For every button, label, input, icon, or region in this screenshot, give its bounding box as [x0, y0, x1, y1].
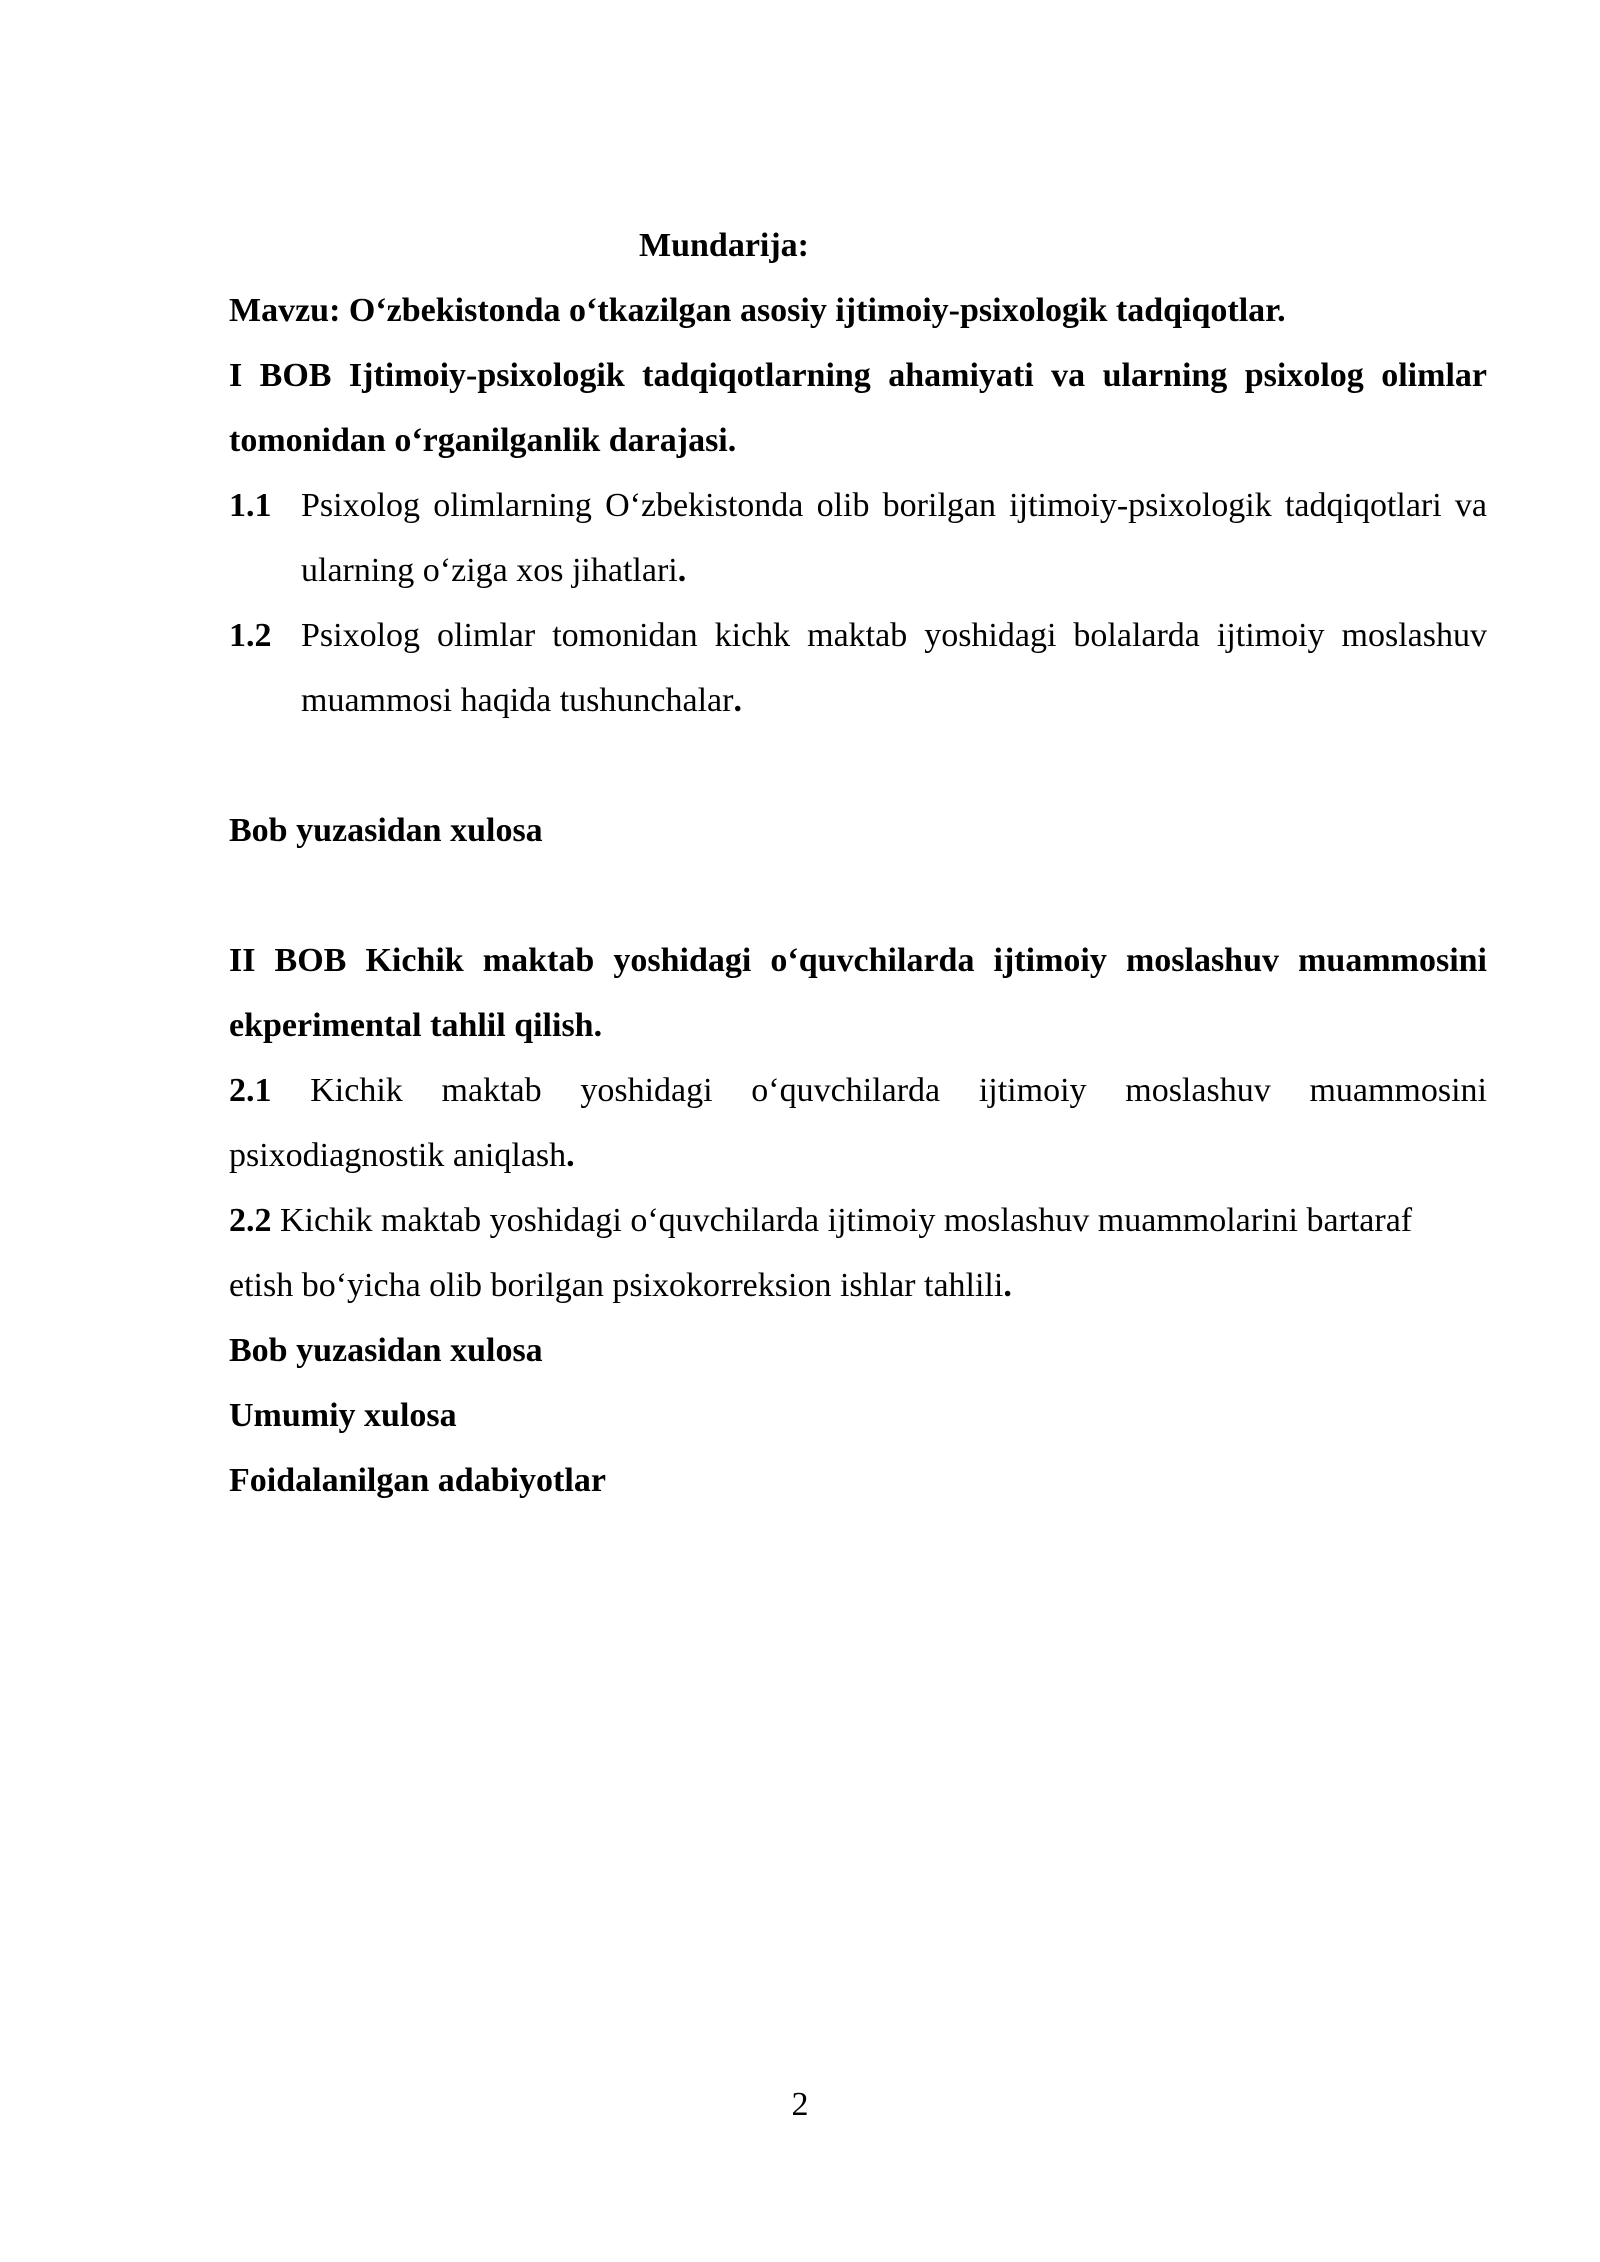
section-number: 1.2 [229, 617, 272, 654]
toc-entry-2-2: 2.2 Kichik maktab yoshidagi o‘quvchilarda ijtimoiy moslashuv muammolarini bartaraf etish bo‘yicha olib borilgan psixokorreksion ishlar tahlili. [229, 1202, 1413, 1304]
general-conclusion: Umumiy xulosa [229, 1397, 457, 1434]
chapter2-conclusion: Bob yuzasidan xulosa [229, 1332, 543, 1369]
chapter2-heading: II BOB Kichik maktab yoshidagi o‘quvchilarda ijtimoiy moslashuv muammosini ekperimental tahlil qilish. [229, 942, 1487, 1044]
references: Foidalanilgan adabiyotlar [229, 1462, 606, 1499]
toc-entry-2-1: 2.1 Kichik maktab yoshidagi o‘quvchilarda ijtimoiy moslashuv muammosini psixodiagnostik aniqlash. [229, 1072, 1487, 1174]
spacer [229, 863, 1487, 928]
toc-entry-1-1 [229, 473, 1487, 603]
page-number: 2 [791, 2086, 809, 2123]
section-title: Kichik maktab yoshidagi o‘quvchilarda ijtimoiy moslashuv muammosini psixodiagnostik aniqlash [229, 1072, 1487, 1174]
section-title: Kichik maktab yoshidagi o‘quvchilarda ijtimoiy moslashuv muammolarini bartaraf etish bo‘yicha olib borilgan psixokorreksion ishlar tahlili [229, 1202, 1413, 1304]
section-title: Psixolog olimlar tomonidan kichk maktab yoshidagi bolalarda ijtimoiy moslashuv muammosi haqida tushunchalar. [301, 617, 1487, 719]
section-number: 1.1 [229, 487, 272, 524]
section-number: 2.2 [229, 1202, 272, 1239]
toc-entry-1-2 [229, 603, 1487, 733]
chapter1-heading: I BOB Ijtimoiy-psixologik tadqiqotlarning ahamiyati va ularning psixolog olimlar tomonidan o‘rganilganlik darajasi. [229, 357, 1487, 459]
section-number: 2.1 [229, 1072, 272, 1109]
section-title: Psixolog olimlarning O‘zbekistonda olib borilgan ijtimoiy-psixologik tadqiqotlari va ularning o‘ziga xos jihatlari. [301, 487, 1487, 589]
chapter1-conclusion: Bob yuzasidan xulosa [229, 812, 543, 849]
topic-line: Mavzu: O‘zbekistonda o‘tkazilgan asosiy ijtimoiy-psixologik tadqiqotlar. [229, 292, 1286, 329]
spacer [229, 733, 1487, 798]
table-of-contents [229, 213, 1487, 1513]
toc-title: Mundarija: [639, 227, 809, 264]
